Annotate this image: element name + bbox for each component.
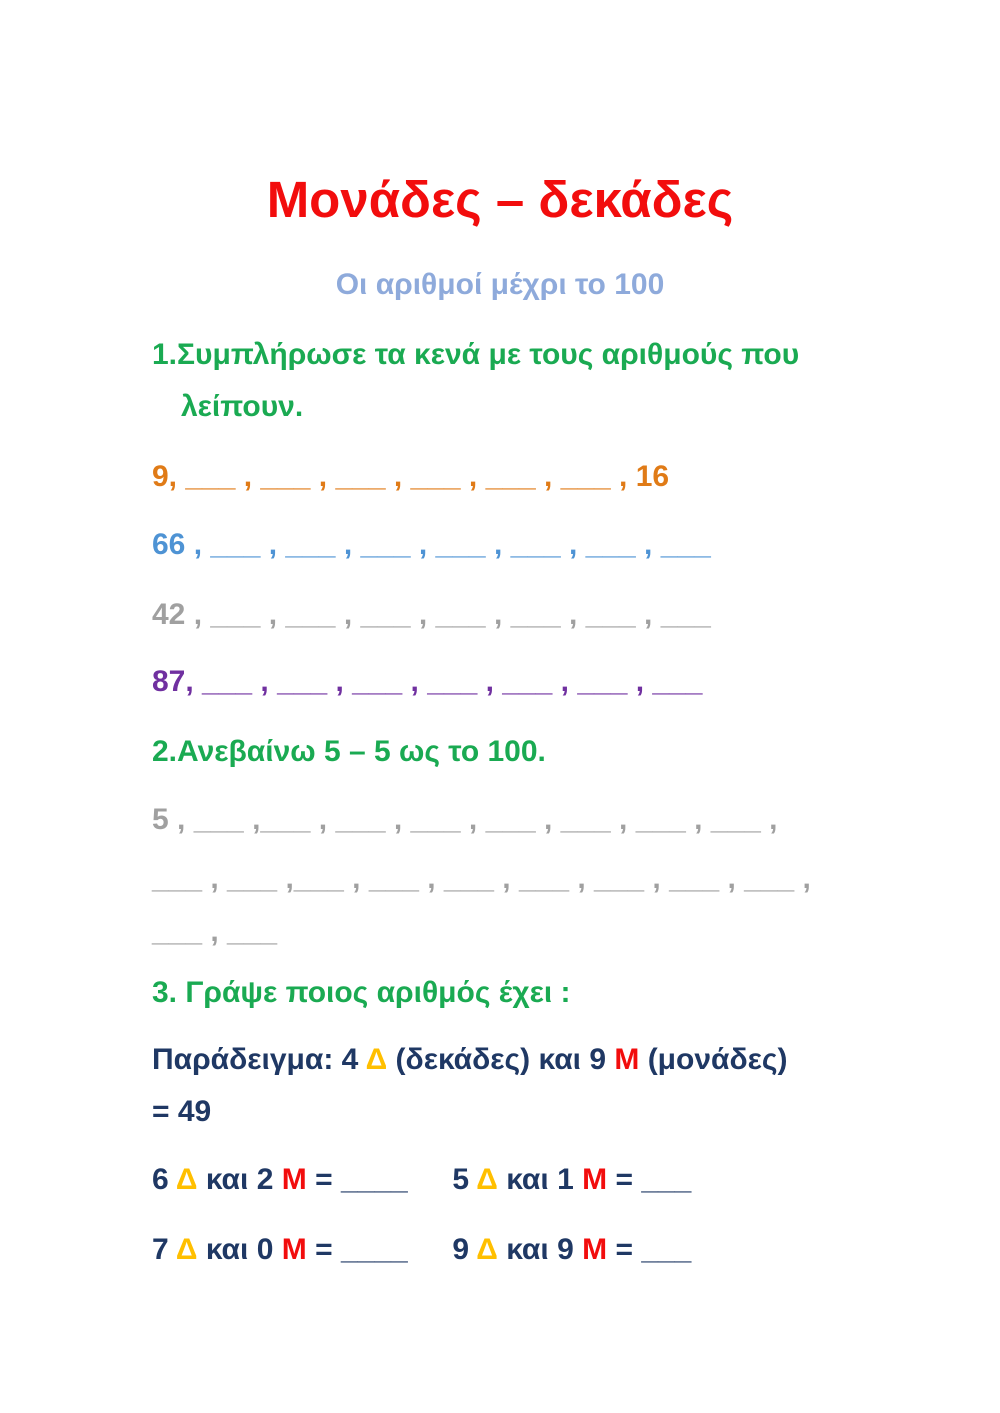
sequence-row-9: 9, ___ , ___ , ___ , ___ , ___ , ___ , 16 — [152, 460, 670, 493]
example-line — [152, 1043, 788, 1077]
exercise2-heading: 2.Ανεβαίνω 5 – 5 ως το 100. — [152, 735, 546, 768]
sequence-row-66: 66 , ___ , ___ , ___ , ___ , ___ , ___ , ___ — [152, 528, 711, 561]
count-by-five-row-2: ___ , ___ ,___ , ___ , ___ , ___ , ___ , ___ , ___ , — [152, 862, 811, 895]
sequence-row-87: 87, ___ , ___ , ___ , ___ , ___ , ___ , ___ — [152, 665, 703, 698]
example-units-text: (μονάδες) — [647, 1043, 788, 1076]
answer-blank[interactable]: ____ — [340, 1163, 408, 1196]
problem-item: 7 Δ και 0 Μ = ____ — [152, 1233, 408, 1266]
page-subtitle: Οι αριθμοί μέχρι το 100 — [335, 268, 665, 301]
answer-blank[interactable]: ___ — [641, 1163, 692, 1196]
delta-symbol: Δ — [365, 1043, 388, 1076]
problem-row-1 — [152, 1163, 691, 1197]
exercise1-heading: 1.Συμπλήρωσε τα κενά με τους αριθμούς που — [152, 338, 800, 371]
count-by-five-row-3: ___ , ___ — [152, 915, 278, 948]
problem-item: 5 Δ και 1 Μ = ___ — [452, 1163, 692, 1196]
page-title: Μονάδες – δεκάδες — [266, 171, 734, 228]
exercise3-heading: 3. Γράψε ποιος αριθμός έχει : — [152, 976, 571, 1009]
problem-item: 6 Δ και 2 Μ = ____ — [152, 1163, 408, 1196]
problem-item: 9 Δ και 9 Μ = ___ — [452, 1233, 692, 1266]
answer-blank[interactable]: ___ — [641, 1233, 692, 1266]
problem-row-2 — [152, 1233, 691, 1267]
count-by-five-row-1: 5 , ___ ,___ , ___ , ___ , ___ , ___ , ___ , ___ , — [152, 803, 778, 836]
example-tens-text: (δεκάδες) και 9 — [395, 1043, 606, 1076]
example-result: = 49 — [152, 1095, 212, 1128]
answer-blank[interactable]: ____ — [340, 1233, 408, 1266]
sequence-row-42: 42 , ___ , ___ , ___ , ___ , ___ , ___ , ___ — [152, 598, 711, 631]
exercise1-heading-continued: λείπουν. — [181, 390, 304, 423]
em-symbol: Μ — [614, 1043, 640, 1076]
example-label: Παράδειγμα: 4 — [152, 1043, 359, 1076]
